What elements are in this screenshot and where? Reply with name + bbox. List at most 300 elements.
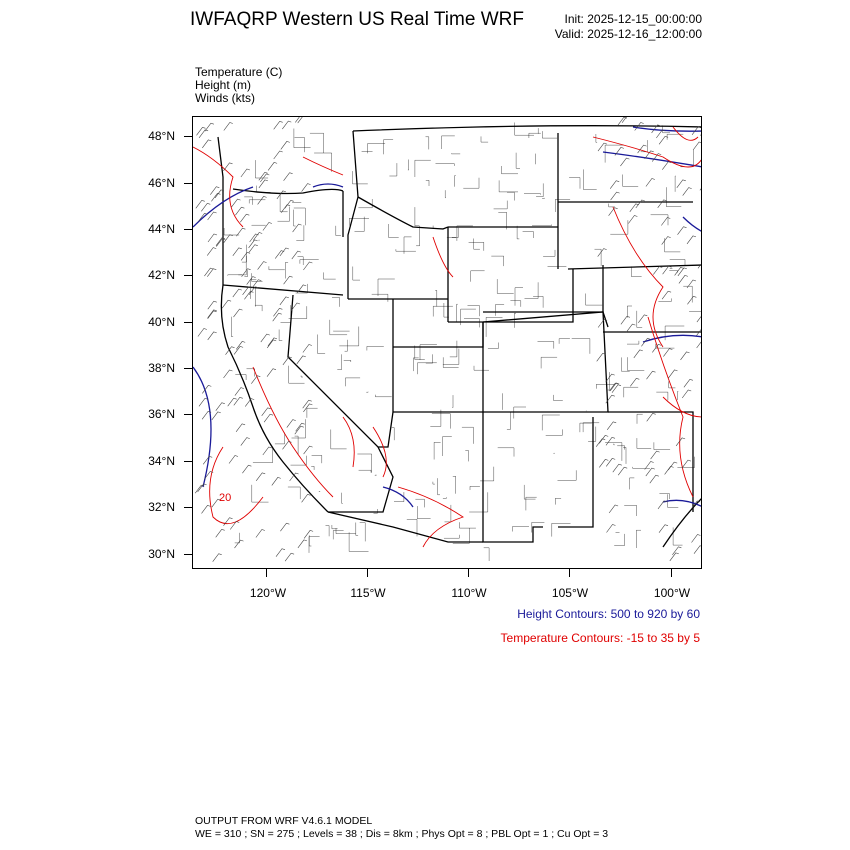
wind-barb — [236, 424, 245, 432]
wind-barb — [293, 224, 302, 232]
lat-tick — [184, 368, 192, 369]
county-line — [318, 335, 325, 354]
county-line — [678, 391, 679, 400]
county-line — [224, 228, 239, 235]
lat-tick — [184, 275, 192, 276]
county-line — [496, 305, 505, 316]
county-line — [494, 201, 508, 209]
county-line — [319, 491, 320, 492]
wind-barb — [207, 269, 216, 277]
county-line — [332, 297, 339, 307]
wind-barb — [235, 540, 244, 548]
county-line — [256, 287, 257, 307]
wind-barb — [697, 314, 702, 322]
wind-barb — [634, 350, 643, 358]
county-line — [408, 160, 409, 171]
wind-barb — [597, 353, 606, 361]
county-line — [443, 349, 459, 365]
map-panel — [192, 116, 702, 569]
county-line — [413, 358, 418, 371]
county-line — [554, 453, 555, 454]
wind-barb — [684, 379, 693, 387]
county-line — [295, 137, 305, 152]
wind-barb — [598, 249, 607, 257]
lat-label-30: 30°N — [148, 547, 175, 561]
county-line — [292, 419, 306, 438]
wind-barb — [281, 141, 290, 149]
wind-barb — [262, 408, 271, 416]
county-line — [558, 470, 577, 480]
county-line — [627, 306, 632, 318]
county-line — [542, 131, 557, 138]
county-line — [636, 530, 641, 548]
height-contours-legend: Height Contours: 500 to 920 by 60 — [517, 607, 700, 621]
wind-barb — [252, 280, 261, 288]
weather-map — [193, 117, 702, 569]
wind-barb — [244, 291, 253, 299]
wind-barb — [665, 466, 674, 474]
wind-barb — [201, 203, 210, 211]
county-line — [529, 133, 541, 138]
county-line — [633, 467, 650, 468]
county-line — [253, 447, 273, 462]
wind-barb — [280, 523, 289, 531]
county-line — [605, 443, 622, 461]
wind-barb — [285, 553, 294, 561]
county-line — [310, 133, 324, 153]
lat-tick — [184, 322, 192, 323]
county-line — [375, 475, 377, 476]
lon-label-120: 120°W — [249, 586, 287, 600]
county-line — [488, 343, 499, 349]
county-line — [471, 271, 485, 282]
wind-barb — [697, 340, 702, 348]
county-line — [451, 153, 460, 154]
county-line — [415, 207, 419, 226]
county-line — [269, 266, 285, 270]
wind-barb — [268, 162, 277, 170]
wind-barb — [698, 260, 702, 268]
lat-label-46: 46°N — [148, 176, 175, 190]
county-line — [255, 305, 262, 311]
county-line — [627, 341, 639, 344]
county-line — [474, 366, 489, 370]
county-line — [613, 444, 614, 445]
county-line — [337, 354, 341, 369]
wind-barb — [241, 438, 250, 446]
wind-barb — [630, 204, 639, 212]
wind-barb — [297, 356, 306, 364]
temperature-contours — [193, 127, 702, 547]
county-line — [623, 175, 639, 187]
county-line — [418, 363, 437, 374]
county-line — [309, 537, 320, 553]
county-line — [510, 301, 520, 307]
wind-barb — [274, 121, 283, 129]
wind-barb — [259, 180, 268, 188]
wind-barb — [224, 518, 233, 526]
county-line — [242, 245, 247, 263]
county-line — [294, 210, 296, 226]
wind-barb — [661, 218, 670, 226]
wind-barb — [628, 216, 637, 224]
wind-barb — [621, 316, 630, 324]
county-line — [367, 346, 384, 350]
county-line — [669, 270, 677, 272]
county-line — [433, 306, 453, 316]
wind-barb — [599, 459, 608, 467]
model-info-line1: OUTPUT FROM WRF V4.6.1 MODEL — [195, 815, 373, 827]
county-line — [628, 357, 645, 371]
wind-barb — [263, 223, 272, 231]
county-line — [617, 446, 625, 450]
wind-barb — [235, 207, 244, 215]
wind-barb — [651, 451, 660, 459]
wind-barb — [272, 477, 281, 485]
wind-barb — [273, 308, 282, 316]
county-line — [491, 256, 503, 266]
wind-barb — [224, 123, 233, 131]
county-line — [291, 456, 307, 465]
wind-barb — [234, 346, 243, 354]
wind-barb — [267, 369, 276, 377]
county-line — [331, 430, 347, 449]
county-line — [244, 197, 252, 205]
county-line — [677, 457, 694, 468]
wind-barb — [280, 297, 289, 305]
county-line — [415, 160, 431, 177]
lon-tick — [569, 569, 570, 577]
wind-barb — [662, 237, 671, 245]
county-line — [502, 166, 519, 174]
county-line — [356, 523, 358, 536]
wind-barb — [287, 420, 296, 428]
county-line — [624, 505, 636, 516]
county-line — [228, 275, 242, 276]
county-line — [457, 304, 458, 322]
county-line — [463, 178, 479, 189]
county-line — [443, 497, 447, 498]
wind-barb — [263, 447, 272, 455]
wind-barb — [303, 262, 312, 270]
wind-barb — [277, 191, 286, 199]
wind-barb — [259, 172, 268, 180]
wind-barb — [235, 388, 244, 396]
county-line — [357, 454, 371, 473]
wind-barb — [216, 403, 225, 411]
county-line — [289, 366, 305, 384]
wind-barb — [224, 235, 233, 243]
wind-barb — [261, 334, 270, 342]
county-line — [572, 339, 590, 354]
county-line — [344, 360, 351, 362]
wind-barb — [692, 535, 701, 543]
county-line — [333, 531, 343, 540]
wind-barb — [613, 464, 622, 472]
wind-barb — [630, 378, 639, 386]
wind-barb — [208, 332, 217, 340]
county-line — [523, 232, 534, 238]
county-line — [247, 369, 255, 377]
county-line — [516, 153, 520, 169]
wind-barb — [694, 546, 702, 554]
county-line — [349, 532, 368, 551]
county-line — [514, 407, 526, 419]
county-line — [324, 272, 336, 279]
county-line — [336, 226, 341, 236]
county-line — [288, 487, 300, 499]
county-line — [311, 466, 314, 470]
county-line — [255, 160, 268, 178]
state-boundaries — [218, 126, 702, 547]
wind-barb — [669, 370, 678, 378]
county-line — [542, 415, 560, 430]
county-line — [532, 225, 551, 226]
wind-barb — [253, 233, 262, 241]
wind-barb — [668, 462, 677, 470]
wind-barb — [284, 173, 293, 181]
wind-barb — [280, 248, 289, 256]
county-line — [275, 433, 285, 444]
county-line — [355, 217, 365, 232]
wind-barb — [678, 227, 687, 235]
wind-barb — [258, 196, 267, 204]
wind-barb — [700, 182, 702, 190]
wind-barb — [281, 205, 290, 213]
lat-tick — [184, 136, 192, 137]
lon-label-115: 115°W — [350, 586, 386, 600]
wind-barb — [687, 296, 696, 304]
county-line — [554, 395, 563, 401]
county-line — [464, 319, 479, 328]
lat-label-34: 34°N — [148, 454, 175, 468]
wind-barb — [662, 291, 671, 299]
county-line — [278, 207, 290, 222]
lat-tick — [184, 229, 192, 230]
lon-tick — [367, 569, 368, 577]
county-line — [353, 267, 360, 281]
wind-barb — [283, 357, 292, 365]
wind-barb — [298, 540, 307, 548]
county-line — [378, 279, 395, 296]
wind-barb — [216, 529, 225, 537]
wind-barb — [247, 277, 256, 285]
wind-barb — [241, 252, 250, 260]
wind-barb — [276, 549, 285, 557]
wind-barb — [607, 525, 616, 533]
county-line — [524, 485, 535, 499]
init-time: Init: 2025-12-15_00:00:00 — [564, 12, 702, 26]
county-line — [330, 320, 347, 335]
lat-label-36: 36°N — [148, 407, 175, 421]
county-line — [667, 134, 683, 140]
wind-barb — [208, 234, 217, 242]
wind-barbs — [195, 117, 702, 562]
wind-barb — [222, 300, 231, 308]
wind-barb — [618, 467, 627, 475]
county-line — [621, 357, 629, 371]
wind-barb — [211, 193, 220, 201]
lon-label-105: 105°W — [551, 586, 589, 600]
county-line — [360, 523, 366, 542]
county-line — [426, 137, 429, 150]
county-line — [396, 249, 416, 251]
county-line — [513, 526, 529, 531]
county-line — [436, 164, 455, 166]
wind-barb — [234, 309, 243, 317]
county-line — [469, 242, 484, 251]
county-line — [460, 522, 476, 528]
lat-label-38: 38°N — [148, 361, 175, 375]
county-line — [656, 392, 668, 400]
county-line — [461, 309, 476, 325]
county-line — [453, 476, 456, 493]
wind-barb — [284, 276, 293, 284]
county-line — [497, 279, 514, 293]
county-line — [630, 478, 635, 490]
wind-barb — [662, 162, 671, 170]
lat-label-42: 42°N — [148, 268, 175, 282]
county-line — [443, 357, 458, 367]
wind-barb — [240, 214, 249, 222]
county-line — [569, 178, 580, 189]
temperature-contour-label: 20 — [219, 492, 232, 504]
county-line — [624, 387, 638, 397]
county-line — [342, 493, 343, 504]
county-line — [433, 482, 435, 484]
county-line — [415, 499, 424, 507]
wind-barb — [202, 505, 211, 513]
wind-barb — [228, 398, 237, 406]
wind-barb — [672, 547, 681, 555]
county-line — [552, 523, 571, 536]
wind-barb — [681, 352, 690, 360]
wind-barb — [682, 390, 691, 398]
wind-barb — [242, 465, 251, 473]
county-line — [445, 190, 446, 198]
wind-barb — [611, 192, 620, 200]
wind-barb — [676, 438, 685, 446]
lat-label-40: 40°N — [148, 315, 175, 329]
wind-barb — [609, 505, 618, 513]
wind-barb — [292, 251, 301, 259]
wind-barb — [598, 143, 607, 151]
wind-barb — [298, 117, 307, 123]
county-line — [457, 226, 473, 241]
wind-barb — [656, 130, 665, 138]
county-line — [332, 525, 338, 529]
county-boundaries — [224, 123, 702, 562]
county-line — [353, 171, 368, 184]
wind-barb — [693, 142, 702, 150]
wind-barb — [596, 439, 605, 447]
county-line — [614, 534, 624, 546]
lat-tick — [184, 554, 192, 555]
county-line — [507, 192, 514, 200]
county-line — [417, 506, 430, 519]
county-line — [588, 427, 596, 442]
county-line — [689, 311, 702, 314]
county-line — [252, 485, 269, 502]
county-line — [541, 357, 557, 368]
lat-label-32: 32°N — [148, 500, 175, 514]
wind-barb — [264, 414, 273, 422]
field-label-height: Height (m) — [195, 78, 252, 92]
county-line — [375, 395, 391, 397]
lon-label-110: 110°W — [451, 586, 487, 600]
wind-barb — [610, 181, 619, 189]
wind-barb — [650, 475, 659, 483]
lon-label-100: 100°W — [653, 586, 691, 600]
county-line — [359, 470, 371, 472]
wind-barb — [647, 371, 656, 379]
wind-barb — [232, 199, 241, 207]
wind-barb — [256, 473, 265, 481]
county-line — [543, 250, 555, 256]
county-line — [583, 169, 596, 189]
county-line — [392, 428, 394, 441]
wind-barb — [658, 200, 667, 208]
lat-tick — [184, 507, 192, 508]
county-line — [538, 128, 539, 133]
wind-barb — [670, 553, 679, 561]
county-line — [470, 486, 480, 490]
county-line — [452, 395, 453, 408]
wind-barb — [302, 184, 311, 192]
county-line — [595, 249, 602, 266]
county-line — [249, 200, 265, 204]
wind-barb — [213, 554, 222, 562]
county-line — [339, 327, 359, 346]
wind-barb — [285, 200, 294, 208]
wind-barb — [647, 413, 656, 421]
wind-barb — [233, 289, 242, 297]
lon-tick — [266, 569, 267, 577]
wind-barb — [626, 324, 635, 332]
wind-barb — [224, 370, 233, 378]
wind-barb — [241, 169, 250, 177]
field-label-temperature: Temperature (C) — [195, 65, 283, 79]
county-line — [499, 180, 518, 192]
wind-barb — [683, 188, 692, 196]
county-line — [462, 427, 474, 444]
wind-barb — [659, 525, 668, 533]
county-line — [542, 198, 544, 199]
county-line — [632, 266, 642, 276]
county-line — [285, 263, 288, 279]
county-line — [298, 257, 304, 265]
county-line — [438, 478, 440, 495]
wind-barb — [202, 140, 211, 148]
county-line — [559, 339, 570, 344]
lat-tick — [184, 183, 192, 184]
wind-barb — [646, 179, 655, 187]
county-line — [658, 298, 671, 301]
county-line — [453, 528, 470, 543]
wind-barb — [677, 180, 686, 188]
county-line — [536, 183, 543, 196]
wind-barb — [302, 494, 311, 502]
county-line — [444, 535, 459, 538]
wind-barb — [256, 530, 265, 538]
county-line — [434, 442, 441, 459]
field-label-winds: Winds (kts) — [195, 91, 255, 105]
lon-tick — [671, 569, 672, 577]
county-line — [675, 176, 676, 192]
county-line — [442, 136, 455, 149]
county-line — [623, 447, 626, 464]
county-line — [659, 493, 669, 499]
